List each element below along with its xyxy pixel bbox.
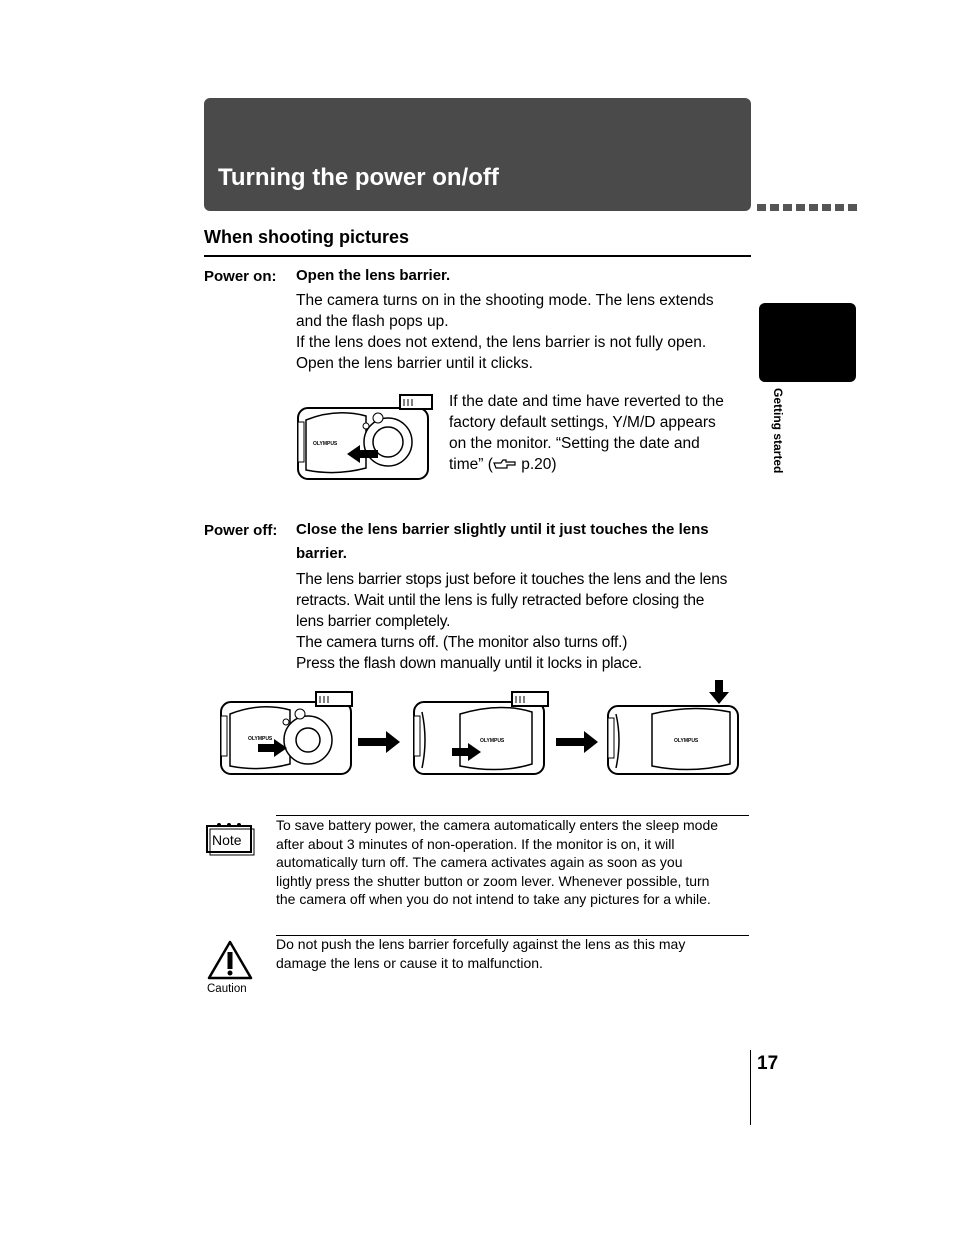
chapter-side-tab: [759, 303, 856, 382]
power-on-label: Power on:: [204, 268, 277, 285]
camera-step-3: [608, 680, 738, 774]
lens-barrier-closing-sequence: [216, 678, 746, 780]
camera-brand: OLYMPUS: [248, 736, 273, 742]
text-line: lightly press the shutter button or zoom lever. Whenever possible, turn: [276, 872, 710, 889]
text-line: Press the flash down manually until it locks in place.: [296, 655, 642, 672]
text-line: retracts. Wait until the lens is fully retracted before closing the: [296, 592, 705, 609]
chapter-header: [204, 98, 751, 211]
header-dot-rule: [757, 204, 857, 211]
text-line: If the date and time have reverted to the: [449, 393, 724, 410]
text-line: Open the lens barrier until it clicks.: [296, 355, 533, 372]
text-line: The camera turns off. (The monitor also turns off.): [296, 634, 628, 651]
power-on-instruction: Open the lens barrier.: [296, 267, 451, 284]
text-line: Do not push the lens barrier forcefully against the lens as this may: [276, 936, 686, 952]
text-line: after about 3 minutes of non-operation. If the monitor is on, it will: [276, 835, 675, 852]
ref-prefix: time” (: [449, 456, 493, 473]
power-off-label: Power off:: [204, 522, 278, 539]
camera-step-1: [221, 692, 352, 774]
power-on-description: [296, 290, 751, 374]
camera-brand: OLYMPUS: [674, 738, 699, 744]
date-reset-note: [449, 391, 749, 475]
sequence-arrow: [556, 731, 598, 753]
note-icon-label: Note: [212, 832, 242, 848]
text-line: The camera turns on in the shooting mode. The lens extends: [296, 292, 714, 309]
side-tab-label: Getting started: [771, 388, 785, 474]
text-line: automatically turn off. The camera activates again as soon as you: [276, 854, 683, 870]
text-line: To save battery power, the camera automatically enters the sleep mode: [276, 817, 719, 833]
page-reference: p.20): [516, 456, 557, 473]
text-line: and the flash pops up.: [296, 313, 449, 330]
text-line: on the monitor. “Setting the date and: [449, 435, 700, 452]
text-line: If the lens does not extend, the lens barrier is not fully open.: [296, 334, 707, 351]
text-line: the camera off when you do not intend to take any pictures for a while.: [276, 891, 711, 907]
note-icon: [205, 820, 255, 856]
page-number-rule: [750, 1050, 751, 1125]
instruction-line: Close the lens barrier slightly until it just touches the lens: [296, 521, 709, 538]
text-line: damage the lens or cause it to malfunction.: [276, 954, 543, 971]
caution-text: [276, 935, 751, 972]
page-title: Turning the power on/off: [218, 164, 499, 191]
caution-icon: [206, 940, 254, 998]
camera-brand: OLYMPUS: [480, 738, 505, 744]
power-off-instruction: [296, 518, 751, 566]
text-line: factory default settings, Y/M/D appears: [449, 414, 716, 431]
text-line: [449, 454, 749, 475]
section-title: When shooting pictures: [204, 227, 409, 247]
section-divider: [204, 255, 751, 257]
camera-brand: OLYMPUS: [313, 441, 338, 447]
camera-open-illustration: [296, 392, 436, 484]
power-off-description: [296, 569, 756, 674]
pointing-hand-icon: [493, 457, 517, 471]
caution-icon-label: Caution: [207, 983, 247, 995]
sequence-arrow: [358, 731, 400, 753]
text-line: The lens barrier stops just before it touches the lens and the lens: [296, 571, 728, 588]
text-line: lens barrier completely.: [296, 613, 451, 630]
page-number: 17: [757, 1053, 779, 1074]
instruction-line: barrier.: [296, 545, 347, 562]
camera-step-2: [414, 692, 548, 774]
note-text: [276, 816, 751, 909]
